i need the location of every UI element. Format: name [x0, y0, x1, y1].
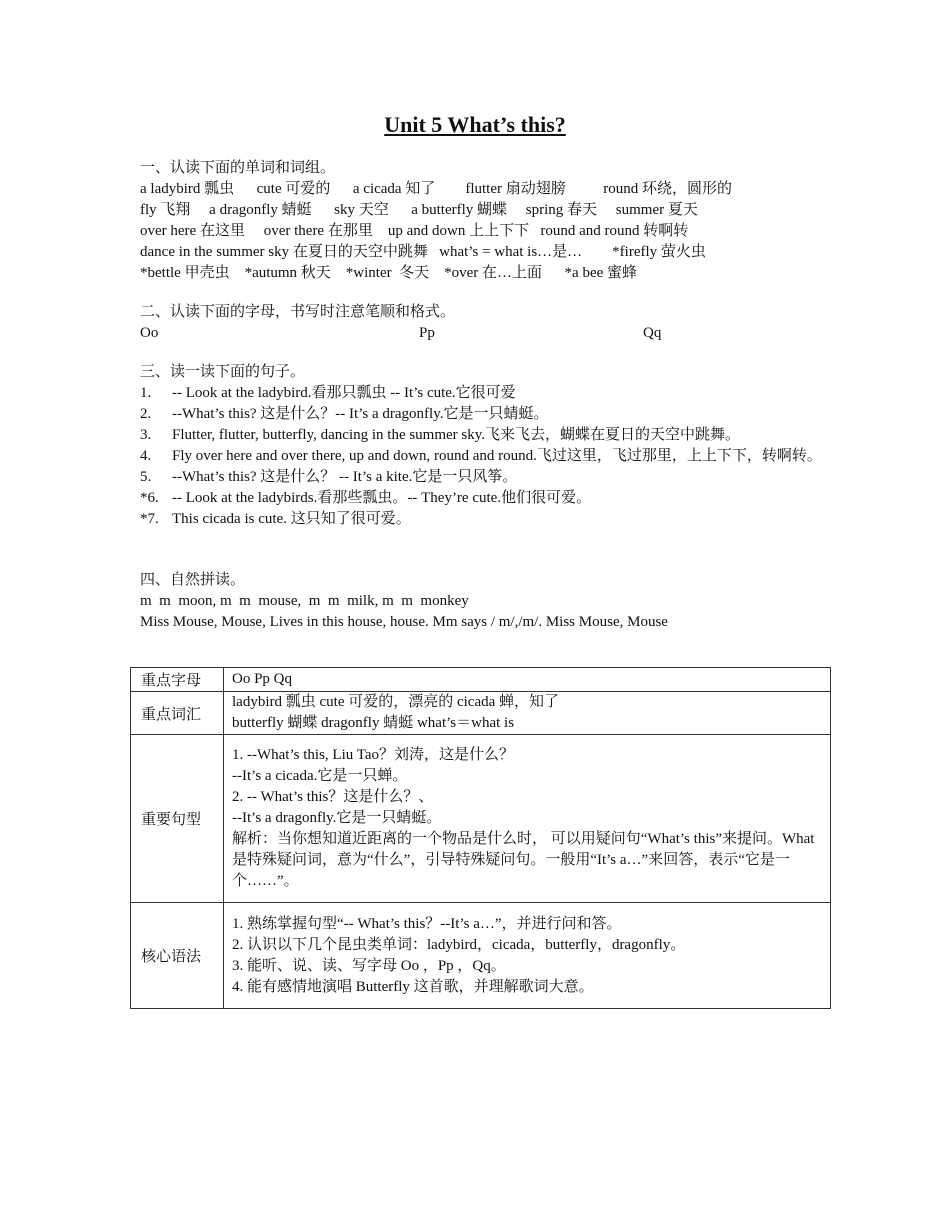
letter-oo: Oo [140, 325, 159, 341]
row-content: 1. --What’s this, Liu Tao？刘涛，这是什么？ --It’s a cicada.它是一只蝉。 2. -- What’s this？这是什么？、 --It’s a dragonfly.它是一只蜻蜓。 解析：当你想知道近距离的一个物品是什么时， 可以用疑问句“What’s this”来提问。What 是特殊疑问词，意为“什么”，引导特殊疑问句。一般用“It’s a…”来回答，表示“它是一个……”。 [224, 735, 831, 903]
letter-pp: Pp [419, 325, 435, 341]
sentence-item: 2. --What’s this? 这是什么？-- It’s a dragonfly.它是一只蜻蜓。 [140, 406, 549, 422]
sentence-item: 4. Fly over here and over there, up and down, round and round.飞过这里，飞过那里，上上下下，转啊转。 [140, 448, 822, 464]
row-label: 重点字母 [131, 668, 224, 692]
section-heading: 三、读一读下面的句子。 [140, 364, 306, 380]
row-content: ladybird 瓢虫 cute 可爱的，漂亮的 cicada 蝉，知了 butterfly 蝴蝶 dragonfly 蜻蜓 what’s＝what is [224, 692, 831, 735]
section-heading: 一、认读下面的单词和词组。 [140, 160, 336, 176]
page-title: Unit 5 What’s this? [384, 112, 566, 137]
sentence-item: *6. -- Look at the ladybirds.看那些瓢虫。-- They’re cute.他们很可爱。 [140, 490, 592, 506]
vocab-line: a ladybird 瓢虫 cute 可爱的 a cicada 知了 flutter 扇动翅膀 round 环绕，圆形的 [140, 181, 732, 197]
sentence-item: 1. -- Look at the ladybird.看那只瓢虫 -- It’s cute.它很可爱 [140, 385, 516, 401]
vocab-line: fly 飞翔 a dragonfly 蜻蜓 sky 天空 a butterfly 蝴蝶 spring 春天 summer 夏天 [140, 202, 698, 218]
sentence-item: 5. --What’s this? 这是什么？ -- It’s a kite.它是一只风筝。 [140, 469, 518, 485]
letter-qq: Qq [643, 325, 662, 341]
vocabulary-section [140, 158, 820, 284]
sentence-item: 3. Flutter, flutter, butterfly, dancing in the summer sky.飞来飞去，蝴蝶在夏日的天空中跳舞。 [140, 427, 741, 443]
row-label: 重要句型 [131, 735, 224, 903]
section-heading: 二、认读下面的字母，书写时注意笔顺和格式。 [140, 304, 456, 320]
table-row [131, 668, 831, 692]
row-label: 核心语法 [131, 903, 224, 1009]
row-label: 重点词汇 [131, 692, 224, 735]
table-row [131, 692, 831, 735]
letters-row [140, 323, 820, 344]
row-content: Oo Pp Qq [224, 668, 831, 692]
sentences-section [140, 362, 826, 530]
phonics-line: m m moon, m m mouse, m m milk, m m monkey [140, 593, 469, 609]
section-heading: 四、自然拼读。 [140, 572, 246, 588]
vocab-line: dance in the summer sky 在夏日的天空中跳舞 what’s = what is…是… *firefly 萤火虫 [140, 244, 706, 260]
vocab-line: *bettle 甲壳虫 *autumn 秋天 *winter 冬天 *over 在…上面 *a bee 蜜蜂 [140, 265, 638, 281]
table-row [131, 903, 831, 1009]
table-row [131, 735, 831, 903]
phonics-line: Miss Mouse, Mouse, Lives in this house, house. Mm says / m/,/m/. Miss Mouse, Mouse [140, 614, 668, 630]
key-points-table [130, 667, 831, 1009]
vocab-line: over here 在这里 over there 在那里 up and down 上上下下 round and round 转啊转 [140, 223, 689, 239]
row-content: 1. 熟练掌握句型“-- What’s this？--It’s a…”，并进行问和答。 2. 认识以下几个昆虫类单词：ladybird，cicada，butterfly，dragonfly。 3. 能听、说、读、写字母 Oo ，Pp ，Qq。 4. 能有感情地演唱 Butterfly 这首歌，并理解歌词大意。 [224, 903, 831, 1009]
sentence-item: *7. This cicada is cute. 这只知了很可爱。 [140, 511, 411, 527]
letters-section [140, 302, 820, 344]
phonics-section [140, 570, 820, 633]
